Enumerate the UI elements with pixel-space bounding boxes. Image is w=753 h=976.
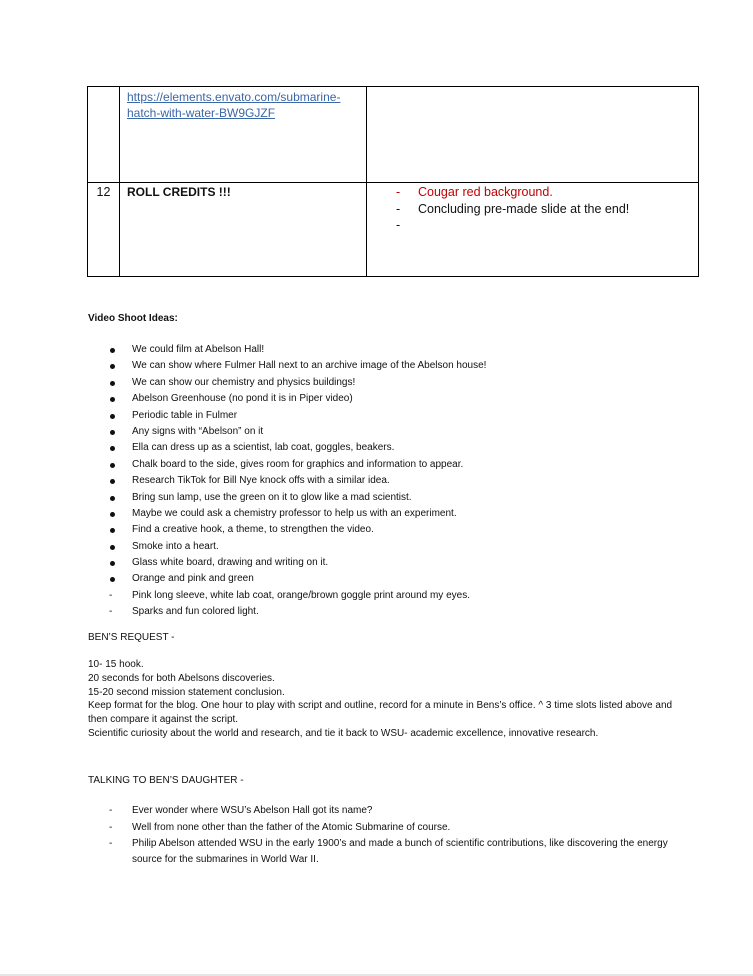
dash-marker: - (109, 606, 113, 618)
row-content (120, 183, 367, 277)
row-content (120, 87, 367, 183)
bullet-icon (110, 381, 115, 386)
list-item: - Philip Abelson attended WSU in the early 1900’s and made a bunch of scientific contributions, like discovering the energy source for the submarines in World War II. (109, 838, 668, 865)
row-number (88, 87, 120, 183)
list-item: - Pink long sleeve, white lab coat, orange/brown goggle print around my eyes. (88, 588, 486, 604)
list-item: Research TikTok for Bill Nye knock offs with a similar idea. (88, 473, 486, 489)
list-item: - (396, 218, 401, 232)
request-line: 20 seconds for both Abelsons discoveries. (88, 672, 275, 684)
bullet-icon (110, 528, 115, 533)
bullet-icon (110, 446, 115, 451)
request-line: 10- 15 hook. (88, 659, 144, 670)
list-item: Any signs with “Abelson” on it (88, 424, 486, 440)
bullet-icon (110, 397, 115, 402)
bullet-icon (110, 479, 115, 484)
bullet-icon (110, 577, 115, 582)
bullet-icon (110, 348, 115, 353)
list-item: We can show our chemistry and physics buildings! (88, 375, 486, 391)
dash-marker: - (109, 805, 113, 816)
list-item: We can show where Fulmer Hall next to an archive image of the Abelson house! (88, 358, 486, 374)
bullet-icon (110, 463, 115, 468)
bullet-icon (110, 561, 115, 566)
bens-request-heading: BEN’S REQUEST - (88, 632, 175, 643)
list-item: - Cougar red background. (396, 185, 553, 199)
video-shoot-list (88, 342, 486, 621)
list-item: Ella can dress up as a scientist, lab coat, goggles, beakers. (88, 440, 486, 456)
video-shoot-heading: Video Shoot Ideas: (88, 313, 178, 324)
request-line: Keep format for the blog. One hour to play with script and outline, record for a minute in Bens’s office. ^ 3 time slots listed above and then compare it against the script. (88, 700, 673, 726)
table-row (88, 87, 699, 183)
list-item: Find a creative hook, a theme, to strengthen the video. (88, 522, 486, 538)
bullet-icon (110, 496, 115, 501)
list-item: - Concluding pre-made slide at the end! (396, 201, 630, 216)
table-row (88, 183, 699, 277)
dash-marker: - (109, 838, 113, 849)
list-item: Maybe we could ask a chemistry professor to help us with an experiment. (88, 506, 486, 522)
talking-heading: TALKING TO BEN’S DAUGHTER - (88, 775, 244, 786)
roll-credits-text: ROLL CREDITS !!! (127, 185, 231, 199)
row-number: 12 (88, 183, 120, 277)
list-item: Bring sun lamp, use the green on it to glow like a mad scientist. (88, 490, 486, 506)
bullet-icon (110, 545, 115, 550)
row-notes (367, 183, 699, 277)
dash-marker: - (109, 821, 113, 833)
list-item: - Ever wonder where WSU’s Abelson Hall got its name? (88, 803, 668, 819)
talking-list (88, 803, 668, 868)
script-table (87, 86, 699, 277)
row-notes (367, 87, 699, 183)
envato-link[interactable]: https://elements.envato.com/submarine-hatch-with-water-BW9GJZF (127, 90, 341, 120)
bullet-icon (110, 414, 115, 419)
dash-marker: - (109, 589, 113, 601)
request-line: 15-20 second mission statement conclusion. (88, 686, 285, 698)
list-item: Chalk board to the side, gives room for graphics and information to appear. (88, 457, 486, 473)
list-item: We could film at Abelson Hall! (88, 342, 486, 358)
list-item: Glass white board, drawing and writing on it. (88, 555, 486, 571)
bullet-icon (110, 430, 115, 435)
bens-request-body (88, 658, 678, 741)
bullet-icon (110, 512, 115, 517)
notes-list (367, 183, 698, 233)
list-item: - Well from none other than the father of the Atomic Submarine of course. (88, 820, 668, 836)
request-line: Scientific curiosity about the world and research, and tie it back to WSU- academic excellence, innovative research. (88, 727, 599, 739)
bullet-icon (110, 364, 115, 369)
list-item: Orange and pink and green (88, 571, 486, 587)
list-item: Smoke into a heart. (88, 539, 486, 555)
list-item: Abelson Greenhouse (no pond it is in Piper video) (88, 391, 486, 407)
list-item: Periodic table in Fulmer (88, 408, 486, 424)
list-item: - Sparks and fun colored light. (88, 604, 486, 620)
